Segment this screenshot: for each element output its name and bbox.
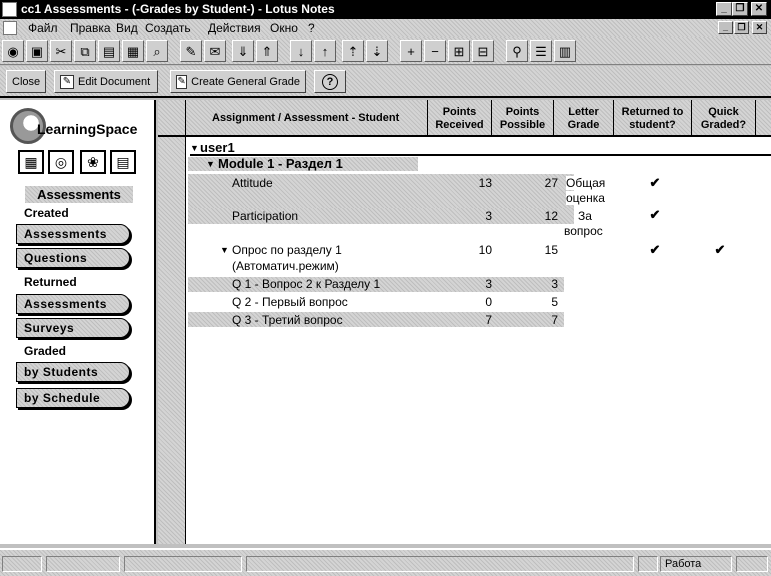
learningspace-brand: LearningSpace — [37, 121, 138, 137]
doc-close-button[interactable]: ✕ — [752, 21, 767, 34]
menu-help[interactable]: ? — [308, 21, 315, 35]
mail-status-icon[interactable] — [736, 556, 768, 572]
doc-minimize-button[interactable]: _ — [718, 21, 733, 34]
export-icon[interactable]: ⇑ — [256, 40, 278, 62]
column-returned[interactable]: Returned to student? — [614, 100, 692, 137]
row-participation-received: 3 — [485, 209, 492, 223]
media-center-icon[interactable]: ◎ — [48, 150, 74, 174]
edit-document-icon: ✎ — [60, 75, 74, 89]
row-q1-name: Q 1 - Вопрос 2 к Разделу 1 — [232, 277, 381, 291]
status-segment-font[interactable] — [46, 556, 120, 572]
status-message — [246, 556, 634, 572]
learningspace-logo — [10, 108, 146, 146]
column-letter-grade[interactable]: Letter Grade — [554, 100, 614, 137]
row-attitude-returned-check-icon: ✔ — [649, 175, 661, 190]
save-icon[interactable]: ▣ — [26, 40, 48, 62]
pencil-icon[interactable]: ✎ — [180, 40, 202, 62]
action-bar — [0, 66, 771, 98]
assessments-heading: Assessments — [25, 186, 133, 203]
row-q3-name: Q 3 - Третий вопрос — [232, 313, 343, 327]
row-quiz-quick-graded-check-icon: ✔ — [714, 242, 726, 257]
properties-icon[interactable]: ☰ — [530, 40, 552, 62]
assessments-heading-wrap — [20, 186, 138, 204]
schedule-icon[interactable]: ▦ — [18, 150, 44, 174]
create-general-grade-button[interactable] — [170, 70, 306, 93]
row-q2-received: 0 — [485, 295, 492, 309]
paste-icon[interactable]: ▤ — [98, 40, 120, 62]
close-action-label: Close — [12, 75, 41, 88]
row-attitude-received: 13 — [478, 176, 492, 190]
sort-up-icon[interactable]: ⇡ — [342, 40, 364, 62]
document-menu-icon[interactable] — [3, 21, 17, 35]
location-selector[interactable] — [660, 556, 732, 572]
navigator-pane — [0, 100, 156, 544]
selection-margin[interactable] — [158, 137, 186, 544]
create-grade-icon: ✎ — [177, 75, 186, 87]
category-row-user[interactable] — [190, 140, 771, 156]
print-icon[interactable]: ▦ — [122, 40, 144, 62]
graded-group-label: Graded — [24, 344, 67, 358]
cut-icon[interactable]: ✂ — [50, 40, 72, 62]
returned-group-label: Returned — [24, 275, 77, 289]
globe-icon[interactable]: ◉ — [2, 40, 24, 62]
selection-margin-header — [158, 100, 186, 137]
row-participation-name: Participation — [232, 209, 299, 223]
location-label: Работа — [665, 558, 702, 570]
expand-icon[interactable]: + — [400, 40, 422, 62]
menu-create[interactable]: Создать — [145, 21, 191, 35]
view-column-header — [158, 100, 771, 137]
row-participation-letter-2: вопрос — [564, 224, 603, 238]
row-quiz-returned-check-icon: ✔ — [649, 242, 661, 257]
window-title: cc1 Assessments - (-Grades by Student-) - Lotus Notes — [21, 2, 335, 16]
title-bar — [0, 0, 771, 19]
menu-actions[interactable]: Действия — [208, 21, 261, 35]
row-attitude-letter-2: оценка — [566, 191, 605, 205]
link-icon[interactable]: ⚲ — [506, 40, 528, 62]
nav-returned-surveys[interactable]: Surveys — [16, 318, 130, 338]
row-attitude-possible: 27 — [544, 176, 558, 190]
nav-returned-assessments[interactable]: Assessments — [16, 294, 130, 314]
nav-graded-by-students[interactable]: by Students — [16, 362, 130, 382]
nav-graded-by-schedule[interactable]: by Schedule — [16, 388, 130, 408]
arrow-up-icon[interactable]: ↑ — [314, 40, 336, 62]
row-quiz-name-1: Опрос по разделу 1 — [232, 243, 342, 257]
row-q3-received: 7 — [485, 313, 492, 327]
menu-window[interactable]: Окно — [270, 21, 298, 35]
smarticon-toolbar — [0, 37, 771, 65]
status-access-icon[interactable] — [638, 556, 658, 572]
nav-created-assessments[interactable]: Assessments — [16, 224, 130, 244]
column-assignment[interactable]: Assignment / Assessment - Student — [186, 100, 428, 137]
column-quick-graded[interactable]: Quick Graded? — [692, 100, 756, 137]
menu-edit[interactable]: Правка — [70, 21, 111, 35]
search-icon[interactable]: ⌕ — [146, 40, 168, 62]
help-icon: ? — [322, 74, 338, 90]
user-name: user1 — [200, 140, 235, 155]
row-attitude-name: Attitude — [232, 176, 273, 190]
create-general-grade-label: Create General Grade — [191, 75, 300, 88]
help-button[interactable] — [314, 70, 346, 93]
module-name: Module 1 - Раздел 1 — [218, 156, 343, 171]
row-quiz-possible: 15 — [544, 243, 558, 257]
close-action-button[interactable] — [6, 70, 46, 93]
row-q2-name: Q 2 - Первый вопрос — [232, 295, 348, 309]
edit-document-button[interactable] — [54, 70, 158, 93]
expand-twisty-icon[interactable]: ▼ — [220, 245, 229, 255]
arrow-down-icon[interactable]: ↓ — [290, 40, 312, 62]
import-icon[interactable]: ⇓ — [232, 40, 254, 62]
profiles-icon[interactable]: ❀ — [80, 150, 106, 174]
column-points-received[interactable]: Points Received — [428, 100, 492, 137]
menu-bar — [0, 19, 771, 37]
row-q1-received: 3 — [485, 277, 492, 291]
expand-all-icon[interactable]: ⊞ — [448, 40, 470, 62]
expand-twisty-icon[interactable]: ▼ — [206, 159, 215, 169]
status-segment-size[interactable] — [124, 556, 242, 572]
doc-restore-button[interactable]: ❐ — [734, 21, 749, 34]
status-segment-net[interactable] — [2, 556, 42, 572]
row-participation-letter-1: За — [578, 209, 592, 223]
category-row-module[interactable] — [188, 157, 418, 171]
edit-document-label: Edit Document — [78, 75, 151, 88]
nav-created-questions[interactable]: Questions — [16, 248, 130, 268]
grades-view — [158, 100, 771, 544]
row-quiz-name-2: (Автоматич.режим) — [232, 259, 339, 273]
view-icon[interactable]: ▥ — [554, 40, 576, 62]
minimize-button[interactable]: _ — [716, 2, 732, 16]
expand-twisty-icon[interactable]: ▼ — [190, 143, 199, 153]
sort-down-icon[interactable]: ⇣ — [366, 40, 388, 62]
menu-file[interactable]: Файл — [28, 21, 58, 35]
lotus-notes-app-icon[interactable] — [2, 2, 17, 17]
course-room-icon[interactable]: ▤ — [110, 150, 136, 174]
row-q3-possible: 7 — [551, 313, 558, 327]
menu-view[interactable]: Вид — [116, 21, 138, 35]
column-points-possible[interactable]: Points Possible — [492, 100, 554, 137]
mail-icon[interactable]: ✉ — [204, 40, 226, 62]
row-participation-possible: 12 — [544, 209, 558, 223]
status-bar — [0, 548, 771, 576]
collapse-icon[interactable]: − — [424, 40, 446, 62]
row-q1-possible: 3 — [551, 277, 558, 291]
created-group-label: Created — [24, 206, 69, 220]
restore-button[interactable]: ❐ — [732, 2, 748, 16]
close-button[interactable]: ✕ — [751, 2, 767, 16]
copy-icon[interactable]: ⧉ — [74, 40, 96, 62]
row-attitude-letter-1: Общая — [566, 176, 606, 190]
row-quiz-received: 10 — [478, 243, 492, 257]
row-q2-possible: 5 — [551, 295, 558, 309]
row-participation-returned-check-icon: ✔ — [649, 207, 661, 222]
collapse-all-icon[interactable]: ⊟ — [472, 40, 494, 62]
